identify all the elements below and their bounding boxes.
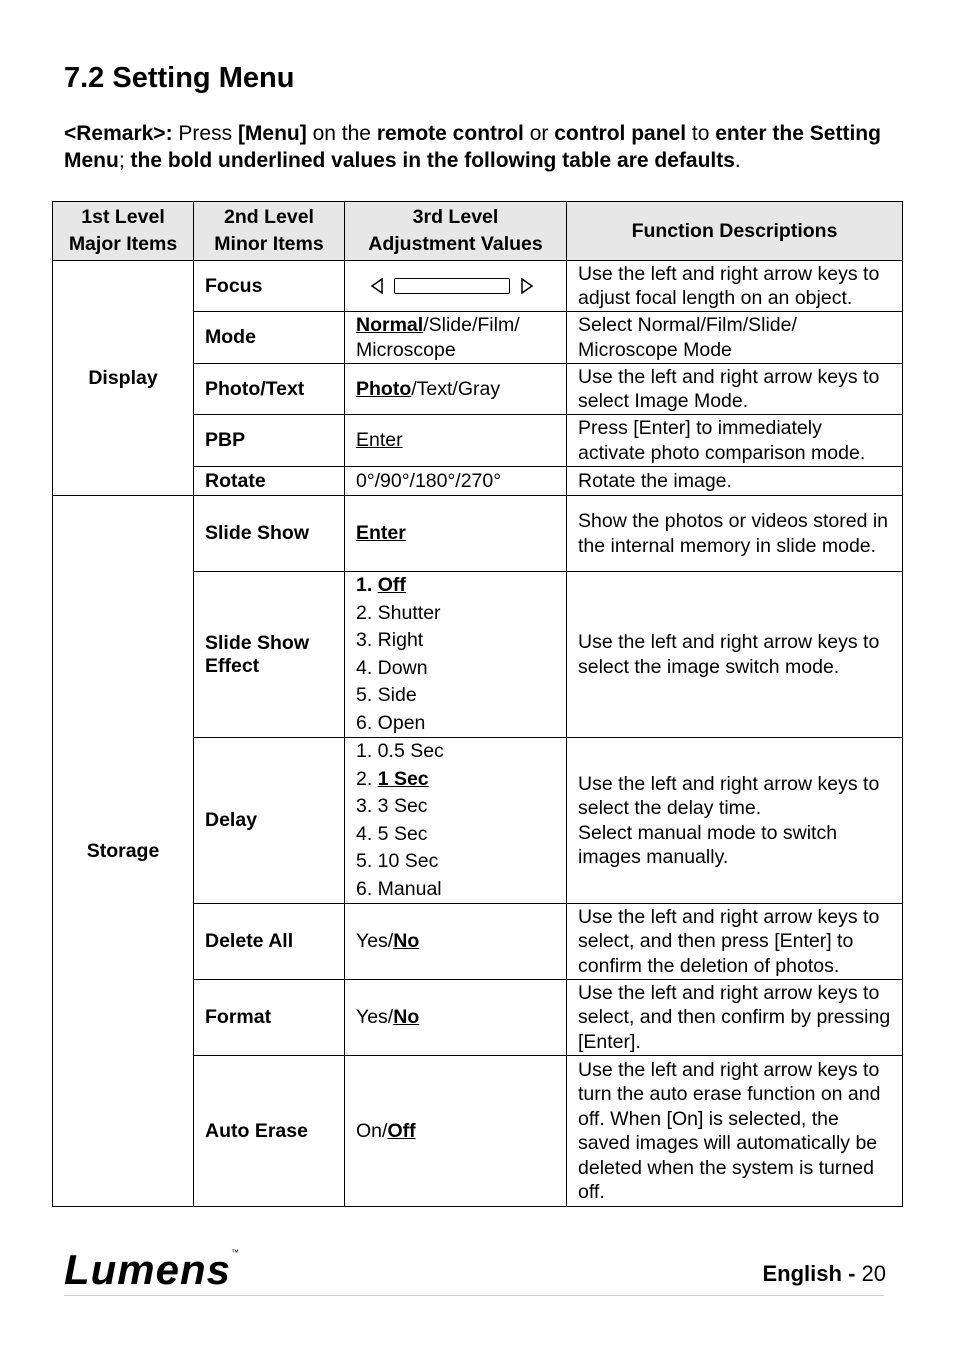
value-rotate: 0°/90°/180°/270°: [345, 467, 567, 496]
remark-text-or: or: [523, 122, 555, 145]
arrow-right-icon: [520, 278, 534, 294]
minor-item-delay: Delay: [194, 738, 345, 904]
table-row: [53, 496, 903, 572]
value-options: Yes/: [356, 930, 394, 953]
header-2nd-level-line1: 2nd Level: [224, 206, 314, 228]
page-footer-label: [763, 1261, 887, 1287]
list-item: [356, 766, 555, 794]
minor-line2: Effect: [205, 654, 260, 677]
option-number: 2.: [356, 767, 373, 790]
header-1st-level: [53, 202, 194, 261]
default-value: No: [393, 930, 420, 953]
minor-item-focus: Focus: [194, 261, 345, 312]
desc-photo-text: Use the left and right arrow keys to select Image Mode.: [567, 364, 903, 415]
list-item: 6. Manual: [356, 877, 442, 900]
value-options: /Slide/Film/ Microscope: [356, 314, 520, 361]
default-value: Off: [387, 1119, 416, 1142]
value-pbp: [345, 415, 567, 467]
value-photo-text: [345, 364, 567, 415]
remark-text-press: Press: [172, 122, 238, 145]
desc-rotate: Rotate the image.: [567, 467, 903, 496]
minor-item-auto-erase: Auto Erase: [194, 1056, 345, 1207]
default-value: Photo: [356, 377, 412, 400]
minor-item-delete-all: Delete All: [194, 904, 345, 980]
list-item: [356, 572, 555, 600]
remark-menu-key: [Menu]: [237, 122, 307, 145]
value-delete-all: [345, 904, 567, 980]
major-item-display: Display: [53, 261, 194, 496]
footer-divider: [64, 1295, 884, 1296]
default-value: No: [393, 1006, 420, 1029]
value-slide-show-effect: [345, 572, 567, 738]
focus-slider-track: [394, 278, 510, 294]
list-item: 5. 10 Sec: [356, 850, 439, 872]
header-function-descriptions: Function Descriptions: [567, 202, 903, 261]
trademark-mark: ™: [231, 1248, 241, 1257]
value-auto-erase: [345, 1056, 567, 1207]
minor-item-slide-show-effect: [194, 572, 345, 738]
value-delay: [345, 738, 567, 904]
value-mode: [345, 312, 567, 364]
remark-enter-setting-menu: enter the Setting Menu: [64, 122, 881, 172]
option-list: [356, 572, 555, 737]
remark-paragraph: [64, 120, 904, 174]
desc-format: Use the left and right arrow keys to select, and then confirm by pressing [Enter].: [567, 980, 903, 1056]
minor-item-rotate: Rotate: [194, 467, 345, 496]
desc-slide-show-effect: Use the left and right arrow keys to select the image switch mode.: [567, 572, 903, 738]
option-list: [356, 738, 555, 903]
desc-line2: Select manual mode to switch images manually.: [578, 821, 838, 868]
remark-control-panel: control panel: [554, 122, 687, 145]
list-item: 4. 5 Sec: [356, 822, 428, 845]
value-options: Yes/: [356, 1006, 394, 1029]
desc-auto-erase: Use the left and right arrow keys to turn the auto erase function on and off. When [On] is selected, the saved images will automatically be deleted when the system is turned off.: [567, 1056, 903, 1207]
value-format: [345, 980, 567, 1056]
desc-mode: Select Normal/Film/Slide/ Microscope Mode: [567, 312, 903, 364]
desc-line1: Use the left and right arrow keys to select the delay time.: [578, 772, 880, 819]
remark-semicolon: ;: [118, 149, 131, 172]
desc-slide-show: Show the photos or videos stored in the internal memory in slide mode.: [567, 496, 903, 572]
list-item: 3. 3 Sec: [356, 795, 428, 817]
remark-period: .: [734, 149, 741, 172]
header-3rd-level: [345, 202, 567, 261]
desc-pbp: Press [Enter] to immediately activate photo comparison mode.: [567, 415, 903, 467]
desc-delete-all: Use the left and right arrow keys to select, and then press [Enter] to confirm the deletion of photos.: [567, 904, 903, 980]
remark-text-on-the: on the: [306, 122, 377, 145]
list-item: 3. Right: [356, 629, 424, 651]
logo-text: Lumens: [64, 1246, 232, 1293]
header-2nd-level: [194, 202, 345, 261]
header-2nd-level-line2: Minor Items: [214, 233, 324, 255]
value-options: /Text/Gray: [411, 377, 501, 400]
minor-line1: Slide Show: [205, 631, 310, 654]
list-item: 2. Shutter: [356, 601, 441, 624]
table-row: [53, 261, 903, 312]
list-item: 1. 0.5 Sec: [356, 740, 444, 762]
value-slide-show: [345, 496, 567, 572]
page-title: 7.2 Setting Menu: [64, 62, 295, 94]
minor-item-slide-show: Slide Show: [194, 496, 345, 572]
arrow-left-icon: [370, 278, 384, 294]
default-value: Enter: [356, 429, 403, 452]
default-value: Enter: [356, 522, 406, 545]
lumens-logo: [64, 1246, 240, 1294]
minor-item-photo-text: Photo/Text: [194, 364, 345, 415]
header-3rd-level-line1: 3rd Level: [412, 206, 499, 228]
desc-delay: [567, 738, 903, 904]
header-1st-level-line2: Major Items: [68, 233, 178, 255]
page-number: 20: [861, 1261, 886, 1286]
option-number: 1.: [356, 574, 373, 596]
remark-defaults-note: the bold underlined values in the following table are defaults: [130, 149, 735, 172]
desc-focus: Use the left and right arrow keys to adjust focal length on an object.: [567, 261, 903, 312]
separator: -: [841, 1261, 862, 1286]
header-1st-level-line1: 1st Level: [81, 206, 165, 228]
remark-label: <Remark>:: [64, 122, 173, 145]
default-value: Off: [377, 574, 406, 596]
remark-remote-control: remote control: [376, 122, 524, 145]
setting-menu-table: [52, 201, 903, 1207]
remark-text-to: to: [686, 122, 716, 145]
default-value: 1 Sec: [377, 767, 429, 790]
minor-item-mode: Mode: [194, 312, 345, 364]
list-item: 6. Open: [356, 711, 426, 734]
language-label: English: [762, 1261, 842, 1286]
major-item-storage: Storage: [53, 496, 194, 1207]
focus-adjust-bar: [345, 261, 567, 312]
minor-item-pbp: PBP: [194, 415, 345, 467]
minor-item-format: Format: [194, 980, 345, 1056]
list-item: 4. Down: [356, 656, 428, 679]
value-options: On/: [356, 1119, 388, 1142]
list-item: 5. Side: [356, 684, 417, 706]
default-value: Normal: [356, 314, 424, 336]
header-3rd-level-line2: Adjustment Values: [368, 233, 543, 255]
table-header-row: [53, 202, 903, 261]
